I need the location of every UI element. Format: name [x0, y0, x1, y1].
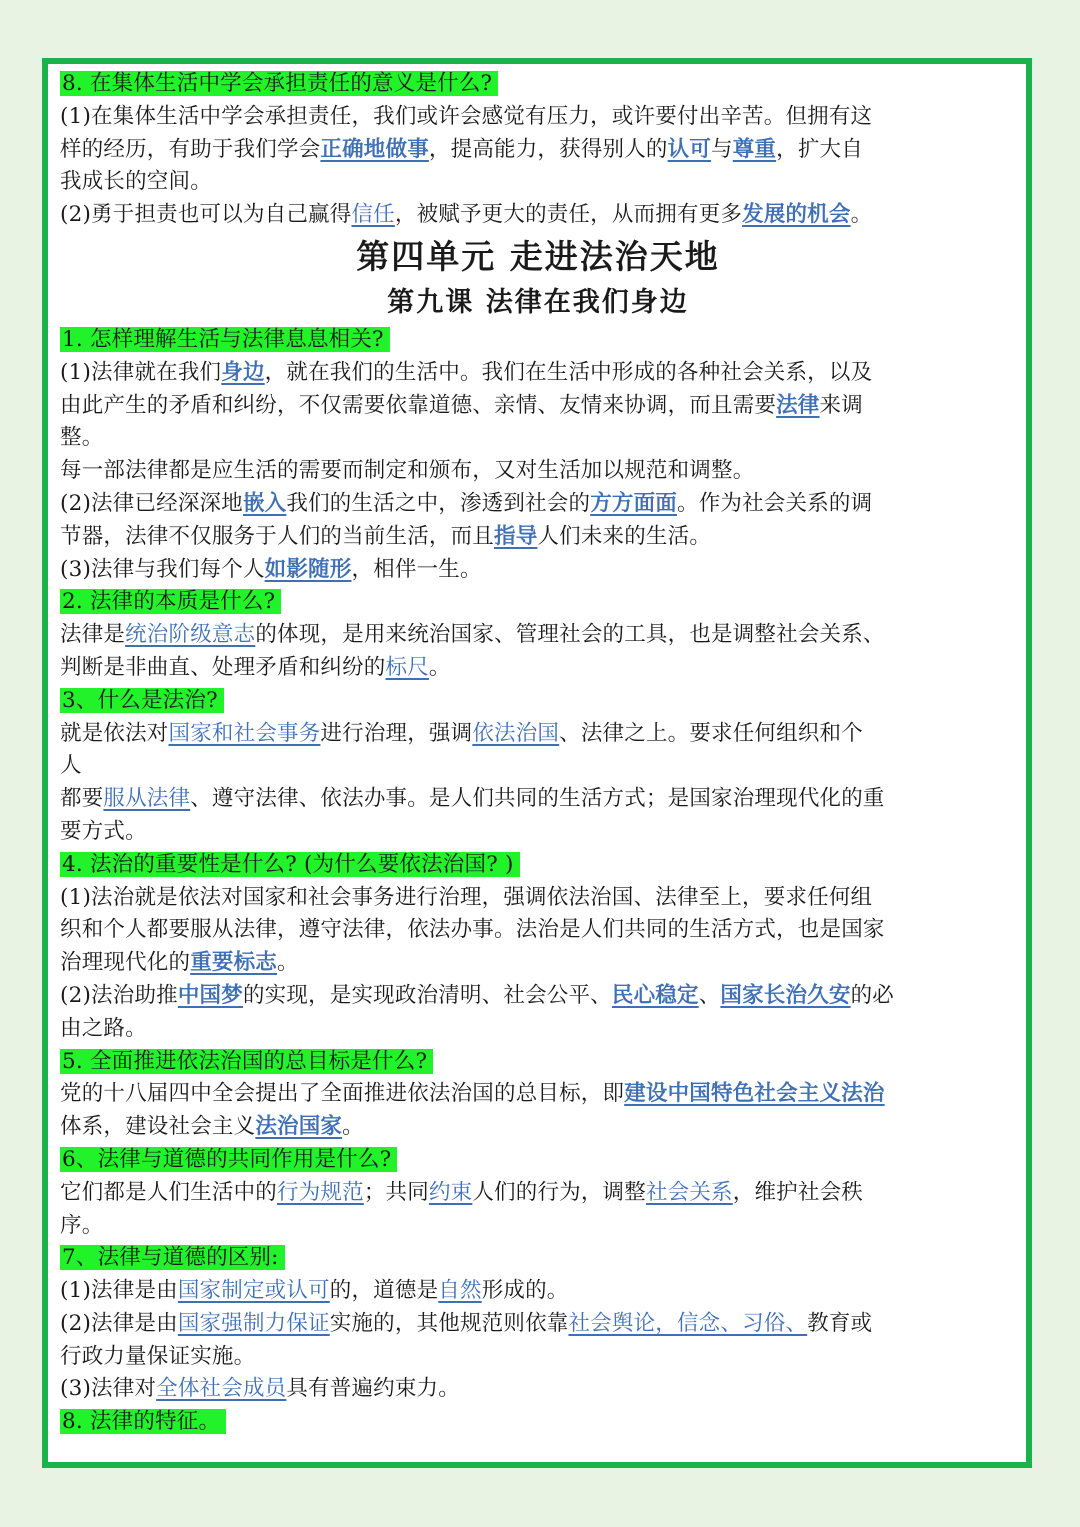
lesson-title: 第九课 法律在我们身边: [387, 286, 689, 318]
text: 形成的。: [481, 1278, 569, 1304]
text: ，维护社会秩: [732, 1179, 863, 1205]
text: 节器，法律不仅服务于人们的当前生活，而且: [60, 523, 495, 549]
question-heading: [60, 1144, 1016, 1177]
text: 人们的行为，调整: [472, 1179, 646, 1205]
keyword: 标尺: [385, 654, 429, 680]
keyword: 认可: [667, 136, 712, 162]
keyword: 嵌入: [242, 490, 287, 516]
text: 、: [698, 982, 721, 1008]
text: 与: [711, 136, 733, 162]
text: 。: [850, 202, 873, 228]
keyword: 尊重: [732, 136, 777, 162]
text: 的实现，是实现政治清明、社会公平、: [242, 982, 612, 1008]
keyword: 约束: [428, 1179, 473, 1205]
text: 就是依法对: [60, 720, 169, 746]
text: 序。: [60, 1212, 104, 1238]
text: 人们未来的生活。: [537, 523, 712, 549]
question-heading: [60, 685, 1016, 718]
text: 法律是: [60, 622, 126, 648]
answer-line: [60, 816, 1016, 849]
text: 我们的生活之中，渗透到社会的: [286, 490, 591, 516]
text: 人: [60, 753, 82, 779]
keyword: 社会关系: [645, 1179, 733, 1205]
text: ，相伴一生。: [351, 556, 482, 582]
text: (1)法律是由: [60, 1278, 178, 1304]
text: 我成长的空间。: [60, 169, 212, 195]
keyword: 国家制定或认可: [177, 1278, 330, 1304]
question-5-title: 5. 全面推进依法治国的总目标是什么?: [60, 1049, 433, 1074]
text: 治理现代化的: [60, 950, 191, 976]
answer-line: [60, 1275, 1016, 1308]
text: 每一部法律都是应生活的需要而制定和颁布，又对生活加以规范和调整。: [60, 458, 755, 484]
text: 具有普遍约束力。: [286, 1376, 460, 1402]
question-heading: [60, 586, 1016, 619]
text: 行政力量保证实施。: [60, 1343, 256, 1369]
text: (1)法治就是依法对国家和社会事务进行治理，强调依法治国、法律至上，要求任何组: [60, 884, 873, 910]
question-heading: [60, 849, 1016, 882]
text: ，被赋予更大的责任，从而拥有更多: [394, 202, 743, 228]
text: ，提高能力，获得别人的: [428, 136, 668, 162]
text: 的，道德是: [329, 1278, 439, 1304]
question-3-title: 3、什么是法治?: [60, 688, 224, 713]
keyword: 身边: [221, 359, 265, 385]
text: 、法律之上。要求任何组织和个: [559, 720, 863, 746]
text: (3)法律对: [60, 1376, 157, 1402]
keyword: 行为规范: [277, 1179, 364, 1205]
text: (3)法律与我们每个人: [60, 556, 265, 582]
text: 、遵守法律、依法办事。是人们共同的生活方式；是国家治理现代化的重: [190, 786, 885, 812]
keyword: 社会舆论，信念、习俗、: [568, 1310, 808, 1336]
answer-line: [60, 652, 1016, 685]
answer-line: [60, 1210, 1016, 1243]
text: 。: [277, 950, 299, 976]
answer-line: [60, 488, 1016, 521]
text: 。: [342, 1114, 364, 1140]
question-4-title: 4. 法治的重要性是什么? (为什么要依法治国? ): [60, 852, 520, 877]
keyword: 服从法律: [103, 786, 191, 812]
text: ，就在我们的生活中。我们在生活中形成的各种社会关系，以及: [264, 359, 873, 385]
keyword: 依法治国: [472, 720, 560, 746]
answer-line: [60, 134, 1016, 167]
text: 都要: [60, 786, 104, 812]
text: (1)在集体生活中学会承担责任，我们或许会感觉有压力，或许要付出辛苦。但拥有这: [60, 103, 873, 129]
keyword: 建设中国特色社会主义法治: [624, 1081, 885, 1107]
answer-line: [60, 1078, 1016, 1111]
text: 要方式。: [60, 818, 147, 844]
question-heading: [60, 68, 1016, 101]
text: 判断是非曲直、处理矛盾和纠纷的: [60, 654, 386, 680]
text: ；共同: [363, 1179, 429, 1205]
answer-line: [60, 1341, 1016, 1374]
answer-line: [60, 882, 1016, 915]
keyword: 全体社会成员: [156, 1376, 287, 1402]
text: 织和个人都要服从法律，遵守法律，依法办事。法治是人们共同的生活方式，也是国家: [60, 917, 885, 943]
text: (2)法律已经深深地: [60, 490, 243, 516]
keyword: 民心稳定: [611, 982, 699, 1008]
answer-line: [60, 750, 1016, 783]
text: (2)法治助推: [60, 982, 178, 1008]
keyword: 国家和社会事务: [168, 720, 321, 746]
unit-title: 第四单元 走进法治天地: [356, 236, 720, 276]
keyword: 国家长治久安: [720, 982, 851, 1008]
keyword: 法律: [776, 392, 820, 418]
answer-line: [60, 1373, 1016, 1406]
question-6-title: 6、法律与道德的共同作用是什么?: [60, 1147, 397, 1172]
answer-line: [60, 390, 1016, 423]
question-2-title: 2. 法律的本质是什么?: [60, 589, 281, 614]
question-heading: [60, 1242, 1016, 1275]
keyword: 法治国家: [255, 1114, 343, 1140]
question-8-title: 8. 法律的特征。: [60, 1409, 226, 1434]
question-8-prev-title: 8. 在集体生活中学会承担责任的意义是什么?: [60, 71, 498, 96]
text: (2)勇于担责也可以为自己赢得: [60, 202, 352, 228]
keyword: 信任: [351, 202, 395, 228]
text: 来调: [819, 392, 863, 418]
text: 整。: [60, 425, 104, 451]
text: 的必: [850, 982, 894, 1008]
text: 体系，建设社会主义: [60, 1114, 256, 1140]
answer-line: [60, 101, 1016, 134]
text: 实施的，其他规范则依靠: [329, 1310, 569, 1336]
text: ，扩大自: [776, 136, 863, 162]
text: 。: [428, 654, 451, 680]
answer-line: [60, 1308, 1016, 1341]
keyword: 如影随形: [264, 556, 352, 582]
text: 由之路。: [60, 1015, 147, 1041]
answer-line: [60, 980, 1016, 1013]
keyword: 正确地做事: [320, 136, 429, 162]
text: 它们都是人们生活中的: [60, 1179, 278, 1205]
answer-line: [60, 1111, 1016, 1144]
keyword: 中国梦: [177, 982, 243, 1008]
question-1-title: 1. 怎样理解生活与法律息息相关?: [60, 327, 390, 352]
text: 的体现，是用来统治国家、管理社会的工具，也是调整社会关系、: [255, 622, 885, 648]
answer-line: [60, 554, 1016, 587]
keyword: 发展的机会: [742, 202, 851, 228]
text: 由此产生的矛盾和纠纷，不仅需要依靠道德、亲情、友情来协调，而且需要: [60, 392, 777, 418]
answer-line: [60, 914, 1016, 947]
answer-line: [60, 199, 1016, 232]
answer-line: [60, 455, 1016, 488]
answer-line: [60, 718, 1016, 751]
text: 党的十八届四中全会提出了全面推进依法治国的总目标，即: [60, 1081, 625, 1107]
keyword: 方方面面: [590, 490, 677, 516]
text: (1)法律就在我们: [60, 359, 222, 385]
text: (2)法律是由: [60, 1310, 178, 1336]
answer-line: [60, 947, 1016, 980]
keyword: 重要标志: [190, 950, 278, 976]
answer-line: [60, 619, 1016, 652]
answer-line: [60, 1177, 1016, 1210]
question-heading: [60, 1046, 1016, 1079]
notes-content: [60, 68, 1016, 1439]
page-frame: [42, 58, 1032, 1468]
keyword: 国家强制力保证: [177, 1310, 330, 1336]
text: 。作为社会关系的调: [677, 490, 873, 516]
answer-line: [60, 357, 1016, 390]
answer-line: [60, 1013, 1016, 1046]
text: 进行治理，强调: [320, 720, 473, 746]
answer-line: [60, 521, 1016, 554]
answer-line: [60, 783, 1016, 816]
question-heading: [60, 324, 1016, 357]
keyword: 统治阶级意志: [125, 622, 256, 648]
answer-line: [60, 422, 1016, 455]
question-heading: [60, 1406, 1016, 1439]
text: 样的经历，有助于我们学会: [60, 136, 321, 162]
answer-line: [60, 166, 1016, 199]
keyword: 自然: [438, 1278, 482, 1304]
text: 教育或: [807, 1310, 873, 1336]
keyword: 指导: [494, 523, 538, 549]
question-7-title: 7、法律与道德的区别:: [60, 1245, 285, 1270]
